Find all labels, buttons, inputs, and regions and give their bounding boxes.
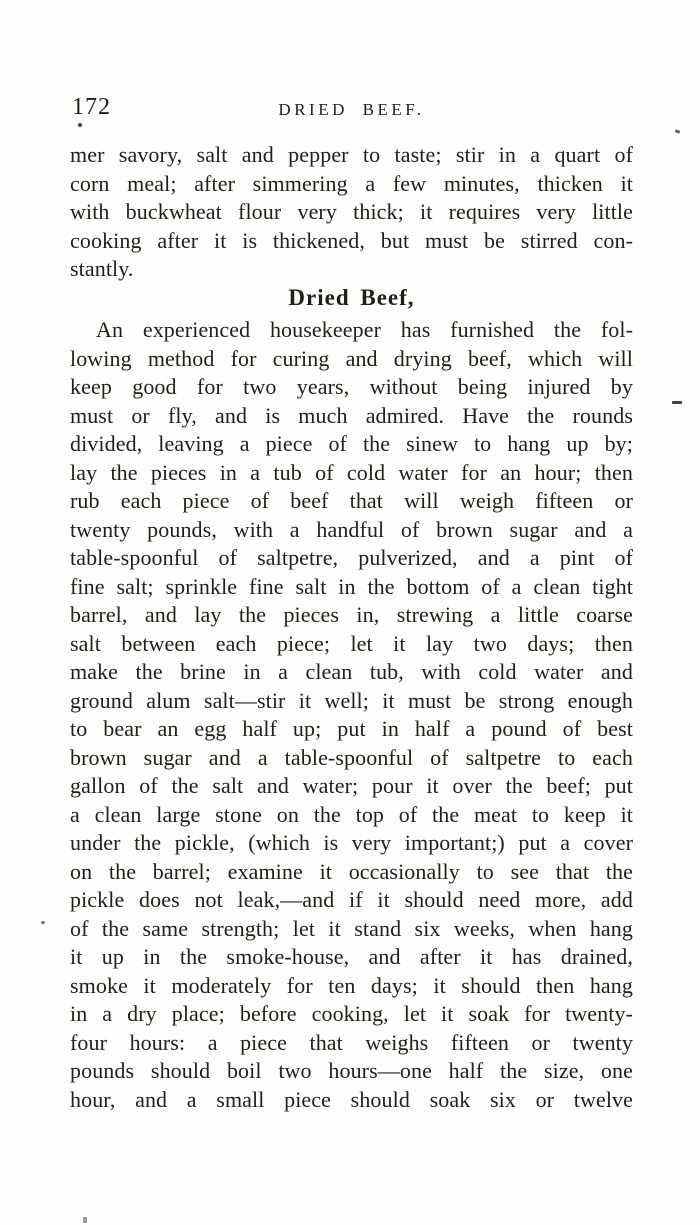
text-line: barrel, and lay the pieces in, strewing a little coarse	[70, 602, 633, 627]
scan-speck	[83, 1217, 87, 1223]
running-head: DRIED BEEF.	[278, 100, 425, 119]
text-line: rub each piece of beef that will weigh fifteen or	[70, 488, 633, 513]
text-line: salt between each piece; let it lay two days; then	[70, 630, 633, 656]
section-heading: Dried Beef,	[288, 285, 415, 310]
text-line: brown sugar and a table-spoonful of saltpetre to each	[70, 744, 633, 770]
paragraph-recipe	[70, 316, 633, 1114]
text-line: corn meal; after simmering a few minutes, thicken it	[70, 170, 633, 196]
text-line: of the same strength; let it stand six weeks, when hang	[70, 915, 633, 941]
text-line: twenty pounds, with a handful of brown sugar and a	[70, 516, 633, 542]
text-line: smoke it moderately for ten days; it should then hang	[70, 972, 633, 998]
text-line: hour, and a small piece should soak six or twelve	[70, 1086, 633, 1112]
text-line: in a dry place; before cooking, let it soak for twenty-	[70, 1001, 633, 1026]
text-line: to bear an egg half up; put in half a pound of best	[70, 716, 633, 741]
text-line: must or fly, and is much admired. Have the rounds	[70, 402, 633, 428]
text-line: An experienced housekeeper has furnished the fol-	[96, 317, 633, 342]
scan-speck	[78, 123, 82, 127]
text-line: divided, leaving a piece of the sinew to hang up by;	[70, 431, 633, 456]
text-line: under the pickle, (which is very important;) put a cover	[70, 830, 633, 855]
text-line: keep good for two years, without being injured by	[70, 374, 633, 399]
text-line: fine salt; sprinkle fine salt in the bottom of a clean tight	[70, 573, 633, 599]
scan-speck	[41, 921, 45, 924]
scan-speck	[675, 129, 681, 134]
text-line: table-spoonful of saltpetre, pulverized, and a pint of	[70, 545, 633, 570]
text-line: lay the pieces in a tub of cold water for an hour; then	[70, 459, 633, 485]
text-line: a clean large stone on the top of the meat to keep it	[70, 801, 633, 827]
text-line: gallon of the salt and water; pour it over the beef; put	[70, 773, 633, 798]
paragraph-continuation	[70, 141, 633, 284]
text-line: ground alum salt—stir it well; it must be strong enough	[70, 687, 633, 713]
text-line: cooking after it is thickened, but must be stirred con-	[70, 227, 633, 253]
text-line: mer savory, salt and pepper to taste; stir in a quart of	[70, 142, 633, 167]
text-line: pickle does not leak,—and if it should need more, add	[70, 887, 633, 912]
page-number: 172	[72, 94, 111, 120]
scan-speck	[672, 401, 682, 404]
text-line: with buckwheat flour very thick; it requires very little	[70, 199, 633, 224]
text-line: make the brine in a clean tub, with cold water and	[70, 659, 633, 684]
text-line: it up in the smoke-house, and after it has drained,	[70, 944, 633, 969]
text-line: pounds should boil two hours—one half the size, one	[70, 1058, 633, 1083]
text-line: on the barrel; examine it occasionally to see that the	[70, 858, 633, 884]
text-line: stantly.	[70, 256, 134, 281]
text-line: four hours: a piece that weighs fifteen or twenty	[70, 1029, 633, 1055]
text-line: lowing method for curing and drying beef, which will	[70, 345, 633, 371]
